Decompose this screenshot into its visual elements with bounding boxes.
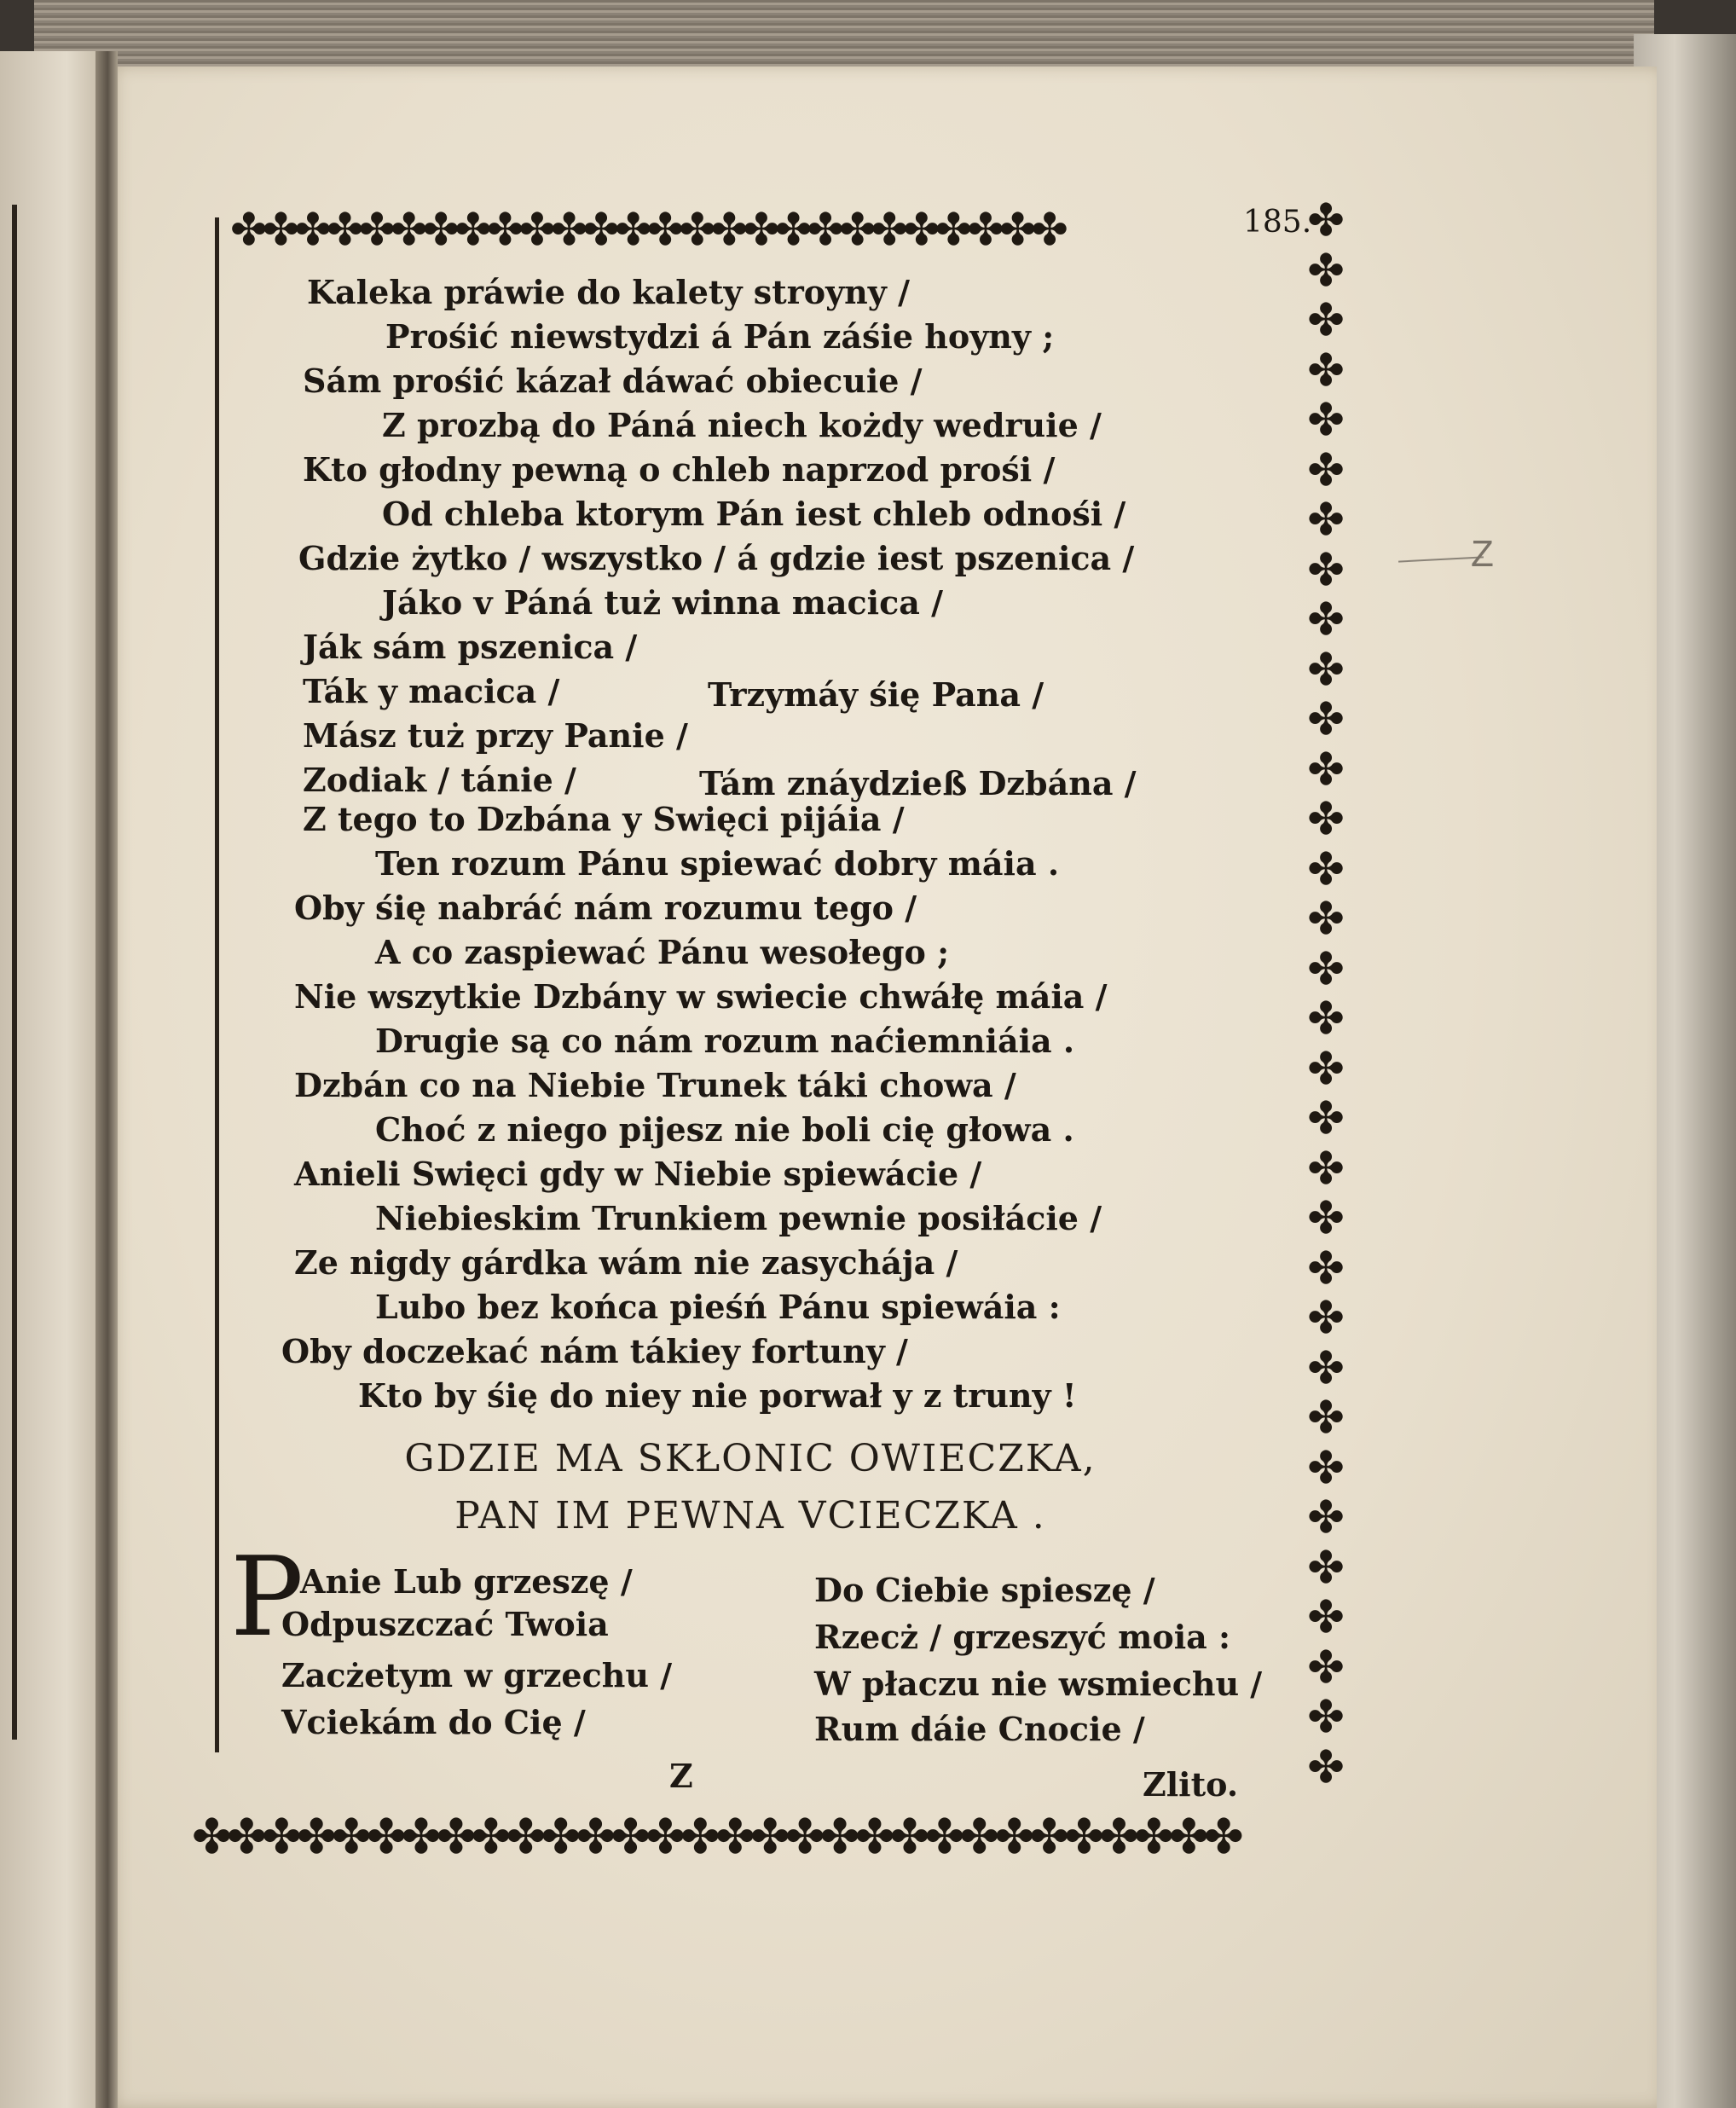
verse-line: Anieli Swięci gdy w Niebie spiewácie / xyxy=(294,1155,982,1193)
verse-line: Ze nigdy gárdka wám nie zasychája / xyxy=(294,1243,958,1282)
poem-line-right: W płaczu nie wsmiechu / xyxy=(814,1665,1263,1703)
verse-line: Ták y macica / xyxy=(303,672,560,710)
verse-line: Tám znáydzieß Dzbána / xyxy=(699,764,1137,802)
verse-line: Jáko v Páná tuż winna macica / xyxy=(382,583,943,622)
verse-line: Lubo bez końca pieśń Pánu spiewáia : xyxy=(375,1288,1061,1326)
page-number: 185. xyxy=(1243,205,1312,240)
verse-line: Nie wszytkie Dzbány w swiecie chwáłę máia / xyxy=(294,977,1108,1016)
poem-line-left: Vciekám do Cię / xyxy=(281,1703,586,1741)
facing-page xyxy=(0,51,111,2108)
ornament-border-top: ✤✤✤✤✤✤✤✤✤✤✤✤✤✤✤✤✤✤✤✤✤✤✤✤✤✤ xyxy=(230,205,1063,256)
drop-cap: P xyxy=(230,1534,304,1661)
verse-line: Od chleba ktorym Pán iest chleb odnośi / xyxy=(382,495,1126,533)
section-heading-line-1: GDZIE MA SKŁONIC OWIECZKA, xyxy=(404,1437,1097,1480)
ornament-border-bottom: ✤✤✤✤✤✤✤✤✤✤✤✤✤✤✤✤✤✤✤✤✤✤✤✤✤✤✤✤✤✤ xyxy=(192,1810,1239,1865)
catchword: Zlito. xyxy=(1143,1765,1239,1804)
verse-line: Kaleka práwie do kalety stroyny / xyxy=(307,273,910,311)
verse-line: Prośić niewstydzi á Pán záśie hoyny ; xyxy=(385,317,1055,356)
verse-line: Ten rozum Pánu spiewać dobry máia . xyxy=(375,844,1060,883)
margin-pencil-note: Z xyxy=(1471,533,1494,575)
section-heading-line-2: PAN IM PEWNA VCIECZKA . xyxy=(454,1494,1046,1538)
book-gutter xyxy=(95,51,118,2108)
verse-line: Zodiak / tánie / xyxy=(303,761,576,799)
verse-line: Dzbán co na Niebie Trunek táki chowa / xyxy=(294,1066,1016,1104)
poem-line-right: Rum dáie Cnocie / xyxy=(814,1710,1145,1748)
frame-rule-left xyxy=(215,217,219,1752)
poem-line-left: Anie Lub grzeszę / xyxy=(300,1562,633,1601)
poem-line-left: Zacżetym w grzechu / xyxy=(281,1656,673,1694)
verse-line: Drugie są co nám rozum naćiemniáia . xyxy=(375,1022,1075,1060)
verse-line: Kto głodny pewną o chleb naprzod prośi / xyxy=(303,450,1056,489)
verse-line: Choć z niego pijesz nie boli cię głowa . xyxy=(375,1110,1074,1149)
verse-line: Niebieskim Trunkiem pewnie posiłácie / xyxy=(375,1199,1102,1237)
verse-line: Mász tuż przy Panie / xyxy=(303,716,688,755)
verse-line: Oby śię nabráć nám rozumu tego / xyxy=(294,889,917,927)
ornament-border-right: ✤ ✤ ✤ ✤ ✤ ✤ ✤ ✤ ✤ ✤ ✤ ✤ ✤ ✤ ✤ ✤ ✤ ✤ ✤ ✤ ✤ ✤ ✤ ✤ ✤ ✤ ✤ ✤ ✤ ✤ ✤ ✤ xyxy=(1307,196,1345,1793)
signature-mark: Z xyxy=(669,1757,693,1795)
book-top-edge xyxy=(34,0,1654,68)
poem-line-left: Odpuszczać Twoia xyxy=(281,1605,609,1643)
verse-line: Oby doczekać nám tákiey fortuny / xyxy=(281,1332,908,1370)
verse-line: Ják sám pszenica / xyxy=(303,628,638,666)
verse-line: Gdzie żytko / wszystko / á gdzie iest pszenica / xyxy=(298,539,1135,577)
verse-line: Kto by śię do niey nie porwał y z truny ! xyxy=(358,1376,1077,1415)
verse-line: Z tego to Dzbána y Swięci pijáia / xyxy=(303,800,905,838)
poem-line-right: Rzecż / grzeszyć moia : xyxy=(814,1618,1231,1656)
verse-line: Sám prośić kázał dáwać obiecuie / xyxy=(303,362,923,400)
poem-line-right: Do Ciebie spieszę / xyxy=(814,1571,1155,1609)
verse-line: Trzymáy śię Pana / xyxy=(708,675,1044,714)
verse-line: Z prozbą do Páná niech kożdy wedruie / xyxy=(382,406,1102,444)
verse-line: A co zaspiewać Pánu wesołego ; xyxy=(375,933,950,971)
facing-page-rule xyxy=(12,205,17,1740)
